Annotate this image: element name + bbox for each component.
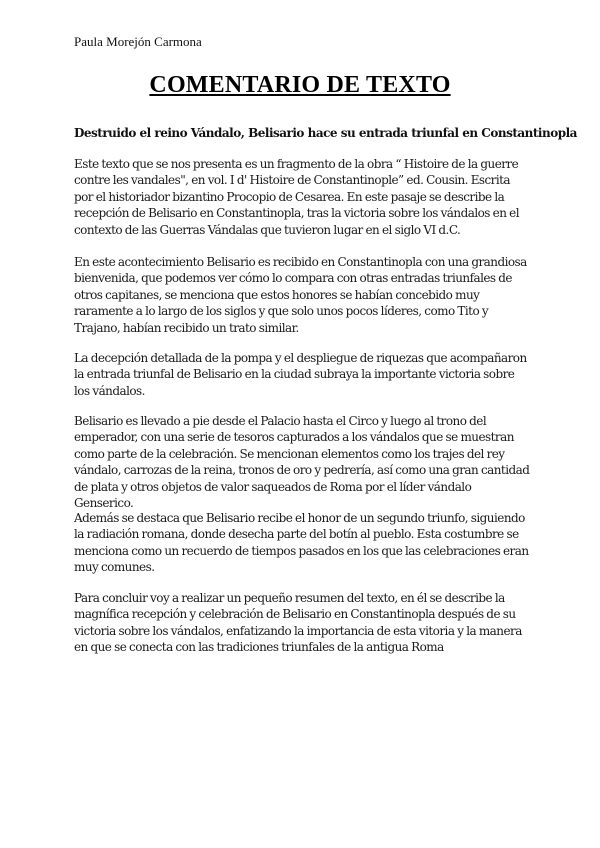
paragraph-conclusion: Para concluir voy a realizar un pequeño resumen del texto, en él se describe la magnífica recepción y celebración de Belisario en Constantinopla después de su victoria sobre los vándalos, enfatizando la importancia de esta vitoria y la manera en que se conecta con las tradiciones triunfales de la antigua Roma [74, 591, 522, 655]
paragraph-introduction: Este texto que se nos presenta es un fragmento de la obra “ Histoire de la guerre contre les vandales", en vol. I d' Histoire de Constantinople” ed. Cousin. Escrita por el historiador bizantino Procopio de Cesarea. En este pasaje se describe la recepción de Belisario en Constantinopla, tras la victoria sobre los vándalos en el contexto de las Guerras Vándalas que tuvieron lugar en el siglo VI d.C. [74, 157, 519, 237]
paragraph-pomp: La decepción detallada de la pompa y el despliegue de riquezas que acompañaron la entrada triunfal de Belisario en la ciudad subraya la importante victoria sobre los vándalos. [74, 351, 527, 398]
author-name: Paula Morejón Carmona [74, 34, 202, 49]
document-title: COMENTARIO DE TEXTO [149, 72, 451, 98]
document-subtitle: Destruido el reino Vándalo, Belisario hace su entrada triunfal en Constantinopla [74, 126, 577, 140]
paragraph-second-triumph: Además se destaca que Belisario recibe el honor de un segundo triunfo, siguiendo la radiación romana, donde desecha parte del botín al pueblo. Esta costumbre se menciona como un recuerdo de tiempos pasados en los que las celebraciones eran muy comunes. [74, 511, 529, 575]
paragraph-procession: Belisario es llevado a pie desde el Palacio hasta el Circo y luego al trono del emperador, con una serie de tesoros capturados a los vándalos que se muestran como parte de la celebración. Se mencionan elementos como los trajes del rey vándalo, carrozas de la reina, tronos de oro y pedrería, así como una gran cantidad de plata y otros objetos de valor saqueados de Roma por el líder vándalo Genserico. [74, 414, 530, 511]
paragraph-reception: En este acontecimiento Belisario es recibido en Constantinopla con una grandiosa bienvenida, que podemos ver cómo lo compara con otras entradas triunfales de otros capitanes, se menciona que estos honores se habían concebido muy raramente a lo largo de los siglos y que solo unos pocos líderes, como Tito y Trajano, habían recibido un trato similar. [74, 255, 527, 335]
